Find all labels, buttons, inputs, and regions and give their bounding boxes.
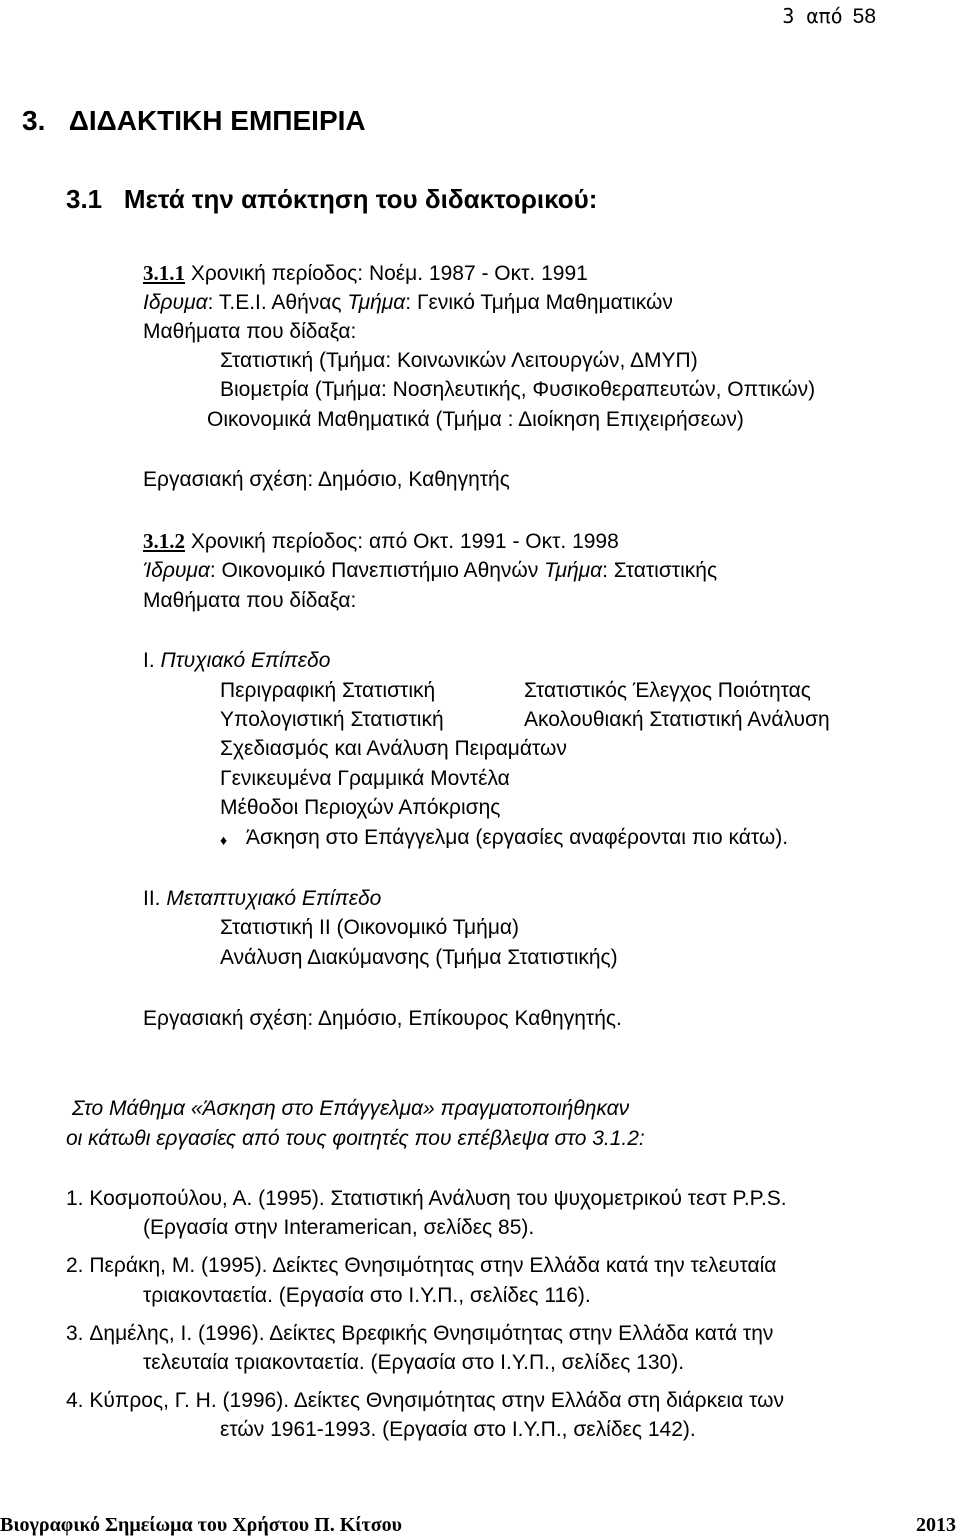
undergrad-course: Ακολουθιακή Στατιστική Ανάλυση bbox=[524, 708, 830, 731]
project-item-cont: ετών 1961-1993. (Εργασία στο Ι.Υ.Π., σελίδες 142). bbox=[220, 1418, 696, 1441]
project-item: 2. Περάκη, Μ. (1995). Δείκτες Θνησιμότητας στην Ελλάδα κατά την τελευταία bbox=[66, 1254, 777, 1277]
undergrad-course: Περιγραφική Στατιστική bbox=[220, 679, 436, 702]
subsection-title: Μετά την απόκτηση του διδακτορικού: bbox=[123, 184, 598, 214]
period2-institution: Ίδρυμα: Οικονομικό Πανεπιστήμιο Αθηνών Τμήμα: Στατιστικής bbox=[143, 559, 718, 582]
project-number: 3. bbox=[66, 1322, 84, 1345]
period1-taught-label: Μαθήματα που δίδαξα: bbox=[143, 320, 357, 343]
period2-number: 3.1.2 bbox=[143, 529, 185, 553]
period1-course: Οικονομικά Μαθηματικά (Τμήμα : Διοίκηση Επιχειρήσεων) bbox=[207, 408, 744, 431]
period2-text: Χρονική περίοδος: από Οκτ. 1991 - Οκτ. 1998 bbox=[185, 530, 619, 553]
project-item: 3. Δημέλης, Ι. (1996). Δείκτες Βρεφικής Θνησιμότητας στην Ελλάδα κατά την bbox=[66, 1322, 774, 1345]
footer-year: 2013 bbox=[916, 1514, 956, 1536]
bullet-item bbox=[220, 825, 227, 855]
period1-number: 3.1.1 bbox=[143, 261, 185, 285]
footer-title: Βιογραφικό Σημείωμα του Χρήστου Π. Κίτσου bbox=[0, 1514, 402, 1536]
postgrad-course: Ανάλυση Διακύμανσης (Τμήμα Στατιστικής) bbox=[220, 946, 618, 969]
bullet-text: Άσκηση στο Επάγγελμα (εργασίες αναφέρονται πιο κάτω). bbox=[246, 826, 789, 849]
projects-intro-line1: Στο Μάθημα «Άσκηση στο Επάγγελμα» πραγματοποιήθηκαν bbox=[72, 1097, 630, 1120]
postgrad-heading: II. Μεταπτυχιακό Επίπεδο bbox=[143, 887, 382, 910]
project-item: 4. Κύπρος, Γ. Η. (1996). Δείκτες Θνησιμότητας στην Ελλάδα στη διάρκεια των bbox=[66, 1389, 784, 1412]
subsection-number: 3.1 bbox=[66, 184, 103, 214]
project-item-cont: τριακονταετία. (Εργασία στο Ι.Υ.Π., σελίδες 116). bbox=[143, 1284, 591, 1307]
project-number: 2. bbox=[66, 1254, 84, 1277]
project-item: 1. Κοσμοπούλου, Α. (1995). Στατιστική Ανάλυση του ψυχομετρικού τεστ P.P.S. bbox=[66, 1187, 787, 1210]
project-item-cont: τελευταία τριακονταετία. (Εργασία στο Ι.Υ.Π., σελίδες 130). bbox=[143, 1351, 685, 1374]
period2-taught-label: Μαθήματα που δίδαξα: bbox=[143, 589, 357, 612]
postgrad-course: Στατιστική ΙΙ (Οικονομικό Τμήμα) bbox=[220, 916, 520, 939]
page-number bbox=[782, 4, 876, 29]
undergrad-course: Στατιστικός Έλεγχος Ποιότητας bbox=[524, 679, 811, 702]
page-label: 3 από bbox=[782, 4, 843, 28]
undergrad-course: Γενικευμένα Γραμμικά Μοντέλα bbox=[220, 767, 510, 790]
period1-course: Βιομετρία (Τμήμα: Νοσηλευτικής, Φυσικοθεραπευτών, Οπτικών) bbox=[220, 378, 816, 401]
project-item-cont: (Εργασία στην Interamerican, σελίδες 85). bbox=[143, 1216, 535, 1239]
period1-text: Χρονική περίοδος: Νοέμ. 1987 - Οκτ. 1991 bbox=[185, 262, 588, 285]
period1-heading bbox=[143, 260, 588, 287]
undergrad-course: Υπολογιστική Στατιστική bbox=[220, 708, 444, 731]
undergrad-heading: I. Πτυχιακό Επίπεδο bbox=[143, 649, 331, 672]
section-number: 3. bbox=[22, 105, 46, 136]
period1-institution: Ιδρυμα: Τ.Ε.Ι. Αθήνας Τμήμα: Γενικό Τμήμα Μαθηματικών bbox=[143, 291, 673, 314]
subsection-heading bbox=[66, 186, 597, 212]
period1-employment: Εργασιακή σχέση: Δημόσιο, Καθηγητής bbox=[143, 468, 510, 491]
project-number: 4. bbox=[66, 1389, 84, 1412]
undergrad-course: Μέθοδοι Περιοχών Απόκρισης bbox=[220, 796, 501, 819]
projects-intro-line2: οι κάτωθι εργασίες από τους φοιτητές που επέβλεψα στο 3.1.2: bbox=[66, 1127, 645, 1150]
period2-employment: Εργασιακή σχέση: Δημόσιο, Επίκουρος Καθηγητής. bbox=[143, 1007, 622, 1030]
section-title: ΔΙΔΑΚΤΙΚΗ ΕΜΠΕΙΡΙΑ bbox=[68, 105, 366, 136]
diamond-bullet-icon: ♦ bbox=[220, 834, 228, 849]
section-heading bbox=[22, 105, 366, 136]
page-total: 58 bbox=[852, 5, 876, 28]
project-number: 1. bbox=[66, 1187, 84, 1210]
period1-course: Στατιστική (Τμήμα: Κοινωνικών Λειτουργών, ΔΜΥΠ) bbox=[220, 349, 698, 372]
undergrad-course: Σχεδιασμός και Ανάλυση Πειραμάτων bbox=[220, 737, 567, 760]
period2-heading bbox=[143, 528, 619, 555]
